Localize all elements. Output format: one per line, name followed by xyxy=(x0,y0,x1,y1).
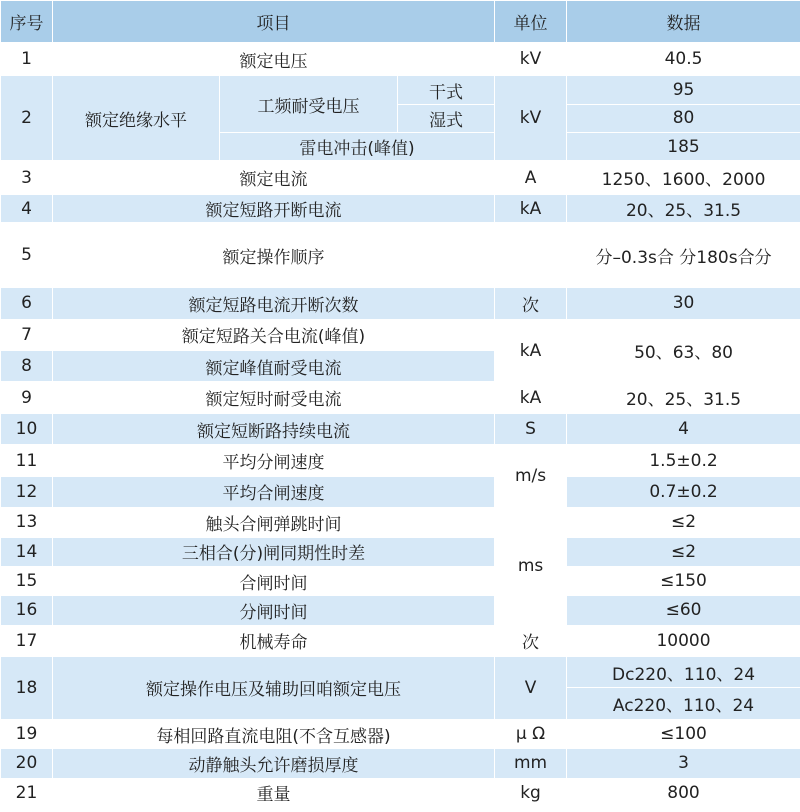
value-cell: ≤2 xyxy=(567,537,800,566)
unit-cell: kg xyxy=(495,778,567,807)
table-row xyxy=(1,508,800,537)
item-cell: 额定短断路持续电流 xyxy=(53,413,495,444)
row-number: 21 xyxy=(1,778,53,807)
unit-cell: kA xyxy=(495,319,567,382)
value-cell: ≤100 xyxy=(567,719,800,748)
unit-cell: mm xyxy=(495,749,567,778)
header-row xyxy=(1,1,800,43)
item-cell: 额定电压 xyxy=(53,42,495,76)
value-cell: 0.7±0.2 xyxy=(567,476,800,507)
col-header-no: 序号 xyxy=(1,1,53,43)
table-row xyxy=(1,625,800,656)
value-cell: 分–0.3s合 分180s合分 xyxy=(567,223,800,288)
item-cell: 合闸时间 xyxy=(53,566,495,595)
value-cell: ≤150 xyxy=(567,566,800,595)
table-row xyxy=(1,319,800,350)
row-number: 14 xyxy=(1,537,53,566)
row-number: 16 xyxy=(1,596,53,625)
row-number: 12 xyxy=(1,476,53,507)
item-cell: 额定短路开断电流 xyxy=(53,194,495,222)
unit-cell: 次 xyxy=(495,288,567,319)
unit-cell: kA xyxy=(495,382,567,413)
row-number: 10 xyxy=(1,413,53,444)
table-row xyxy=(1,382,800,413)
table-row xyxy=(1,413,800,444)
item-cell: 额定短路关合电流(峰值) xyxy=(53,319,495,350)
value-cell: 10000 xyxy=(567,625,800,656)
item-cell: 动静触头允许磨损厚度 xyxy=(53,749,495,778)
table-row xyxy=(1,223,800,288)
row-number: 19 xyxy=(1,719,53,748)
item-cell: 额定短路电流开断次数 xyxy=(53,288,495,319)
unit-cell: ms xyxy=(495,508,567,625)
item-cell: 额定绝缘水平 xyxy=(53,76,220,161)
col-header-value: 数据 xyxy=(567,1,800,43)
wet-label: 湿式 xyxy=(398,104,495,132)
unit-cell: kV xyxy=(495,76,567,161)
value-cell: 4 xyxy=(567,413,800,444)
item-cell: 额定峰值耐受电流 xyxy=(53,351,495,382)
row-number: 9 xyxy=(1,382,53,413)
table-row xyxy=(1,42,800,76)
unit-cell: m/s xyxy=(495,445,567,508)
item-cell: 额定操作电压及辅助回咱额定电压 xyxy=(53,657,495,720)
value-cell: 40.5 xyxy=(567,42,800,76)
row-number: 8 xyxy=(1,351,53,382)
value-cell: ≤60 xyxy=(567,596,800,625)
dry-label: 干式 xyxy=(398,76,495,104)
table-row xyxy=(1,537,800,566)
row-number: 20 xyxy=(1,749,53,778)
table-row xyxy=(1,194,800,222)
item-cell: 平均合闸速度 xyxy=(53,476,495,507)
row-number: 15 xyxy=(1,566,53,595)
value-cell: 80 xyxy=(567,104,800,132)
row-number: 6 xyxy=(1,288,53,319)
item-cell: 平均分闸速度 xyxy=(53,445,495,476)
item-cell: 额定操作顺序 xyxy=(53,223,495,288)
value-cell: 185 xyxy=(567,133,800,161)
table-row xyxy=(1,778,800,807)
item-cell: 重量 xyxy=(53,778,495,807)
table-row xyxy=(1,445,800,476)
item-cell: 额定短时耐受电流 xyxy=(53,382,495,413)
unit-cell: V xyxy=(495,657,567,720)
row-number: 1 xyxy=(1,42,53,76)
value-cell: 3 xyxy=(567,749,800,778)
value-cell: 1.5±0.2 xyxy=(567,445,800,476)
value-cell: 1250、1600、2000 xyxy=(567,161,800,195)
row-number: 11 xyxy=(1,445,53,476)
table-row xyxy=(1,476,800,507)
lightning-label: 雷电冲击(峰值) xyxy=(220,133,495,161)
value-cell: 20、25、31.5 xyxy=(567,194,800,222)
unit-cell: kV xyxy=(495,42,567,76)
row-number: 2 xyxy=(1,76,53,161)
item-cell: 额定电流 xyxy=(53,161,495,195)
unit-cell: kA xyxy=(495,194,567,222)
unit-cell: 次 xyxy=(495,625,567,656)
table-row xyxy=(1,288,800,319)
row-number: 7 xyxy=(1,319,53,350)
table-row xyxy=(1,76,800,104)
value-cell: 95 xyxy=(567,76,800,104)
value-cell: 20、25、31.5 xyxy=(567,382,800,413)
row-number: 13 xyxy=(1,508,53,537)
row-number: 18 xyxy=(1,657,53,720)
value-cell: 800 xyxy=(567,778,800,807)
row-number: 3 xyxy=(1,161,53,195)
table-row xyxy=(1,749,800,778)
item-cell: 三相合(分)闸同期性时差 xyxy=(53,537,495,566)
unit-cell xyxy=(495,223,567,288)
row-number: 17 xyxy=(1,625,53,656)
value-cell: Ac220、110、24 xyxy=(567,688,800,719)
unit-cell: A xyxy=(495,161,567,195)
col-header-unit: 单位 xyxy=(495,1,567,43)
col-header-item: 项目 xyxy=(53,1,495,43)
value-cell: 30 xyxy=(567,288,800,319)
item-cell: 每相回路直流电阻(不含互感器) xyxy=(53,719,495,748)
power-freq-label: 工频耐受电压 xyxy=(220,76,398,133)
value-cell: ≤2 xyxy=(567,508,800,537)
item-cell: 触头合闸弹跳时间 xyxy=(53,508,495,537)
table-row xyxy=(1,719,800,748)
row-number: 5 xyxy=(1,223,53,288)
table-row xyxy=(1,596,800,625)
item-cell: 分闸时间 xyxy=(53,596,495,625)
table-row xyxy=(1,566,800,595)
item-cell: 机械寿命 xyxy=(53,625,495,656)
value-cell: Dc220、110、24 xyxy=(567,657,800,688)
unit-cell: S xyxy=(495,413,567,444)
value-cell: 50、63、80 xyxy=(567,319,800,382)
row-number: 4 xyxy=(1,194,53,222)
table-row xyxy=(1,657,800,688)
table-row xyxy=(1,161,800,195)
unit-cell: μ Ω xyxy=(495,719,567,748)
